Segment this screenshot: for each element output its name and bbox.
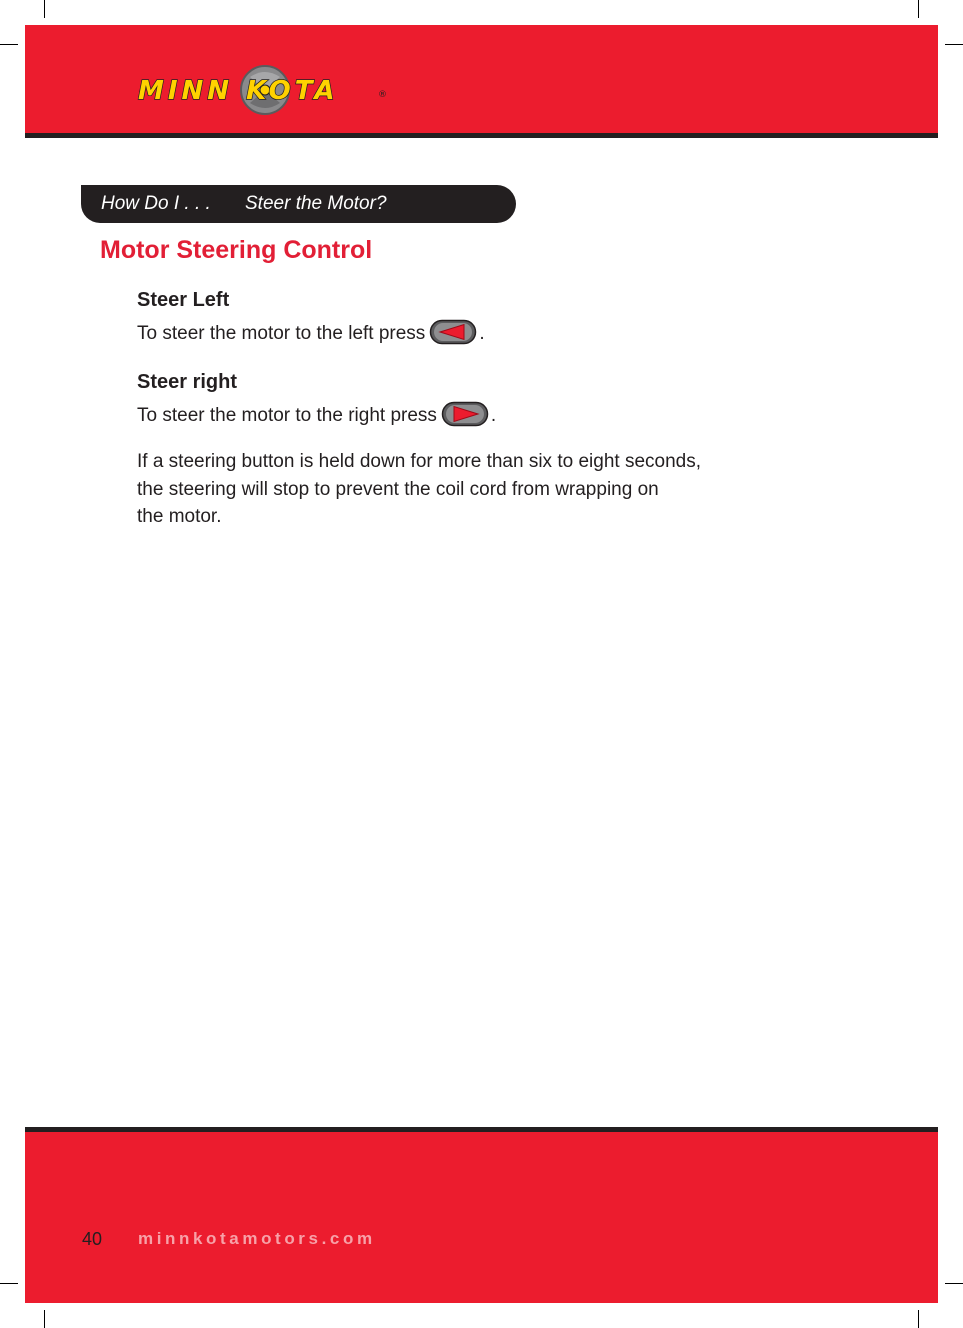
- steer-right-heading: Steer right: [137, 371, 238, 393]
- minn-kota-logo: [134, 63, 389, 117]
- tab-prefix: How Do I . . .: [101, 193, 211, 214]
- left-arrow-button-icon: [429, 319, 477, 345]
- crop-mark: [44, 0, 45, 18]
- tab-topic: Steer the Motor?: [245, 193, 387, 214]
- steer-left-heading: Steer Left: [137, 289, 230, 311]
- footer-website-link[interactable]: minnkotamotors.com: [138, 1229, 376, 1248]
- how-do-i-tab: [81, 185, 516, 223]
- crop-mark: [44, 1310, 45, 1328]
- crop-mark: [945, 44, 963, 45]
- right-arrow-button-icon: [441, 401, 489, 427]
- crop-mark: [945, 1283, 963, 1284]
- steer-right-instruction: [137, 405, 496, 427]
- logo-wordmark: MINN KOTA: [138, 76, 339, 106]
- steer-left-text: To steer the motor to the left press: [137, 323, 426, 345]
- steer-right-text: To steer the motor to the right press: [137, 405, 437, 427]
- section-title: Motor Steering Control: [100, 236, 373, 264]
- steer-right-suffix: .: [490, 405, 497, 427]
- note-line: If a steering button is held down for more than six to eight seconds,: [137, 451, 701, 472]
- note-line: the motor.: [137, 506, 222, 527]
- steer-left-instruction: [137, 323, 485, 345]
- header-rule: [25, 133, 938, 138]
- note-line: the steering will stop to prevent the coil cord from wrapping on: [137, 478, 659, 500]
- crop-mark: [918, 0, 919, 18]
- crop-mark: [0, 1283, 18, 1284]
- crop-mark: [918, 1310, 919, 1328]
- registered-mark: ®: [378, 90, 387, 100]
- page-number: 40: [82, 1229, 103, 1249]
- crop-mark: [0, 44, 18, 45]
- steering-timeout-note: [137, 448, 757, 531]
- steer-left-suffix: .: [479, 323, 485, 345]
- footer-band: [25, 1132, 938, 1303]
